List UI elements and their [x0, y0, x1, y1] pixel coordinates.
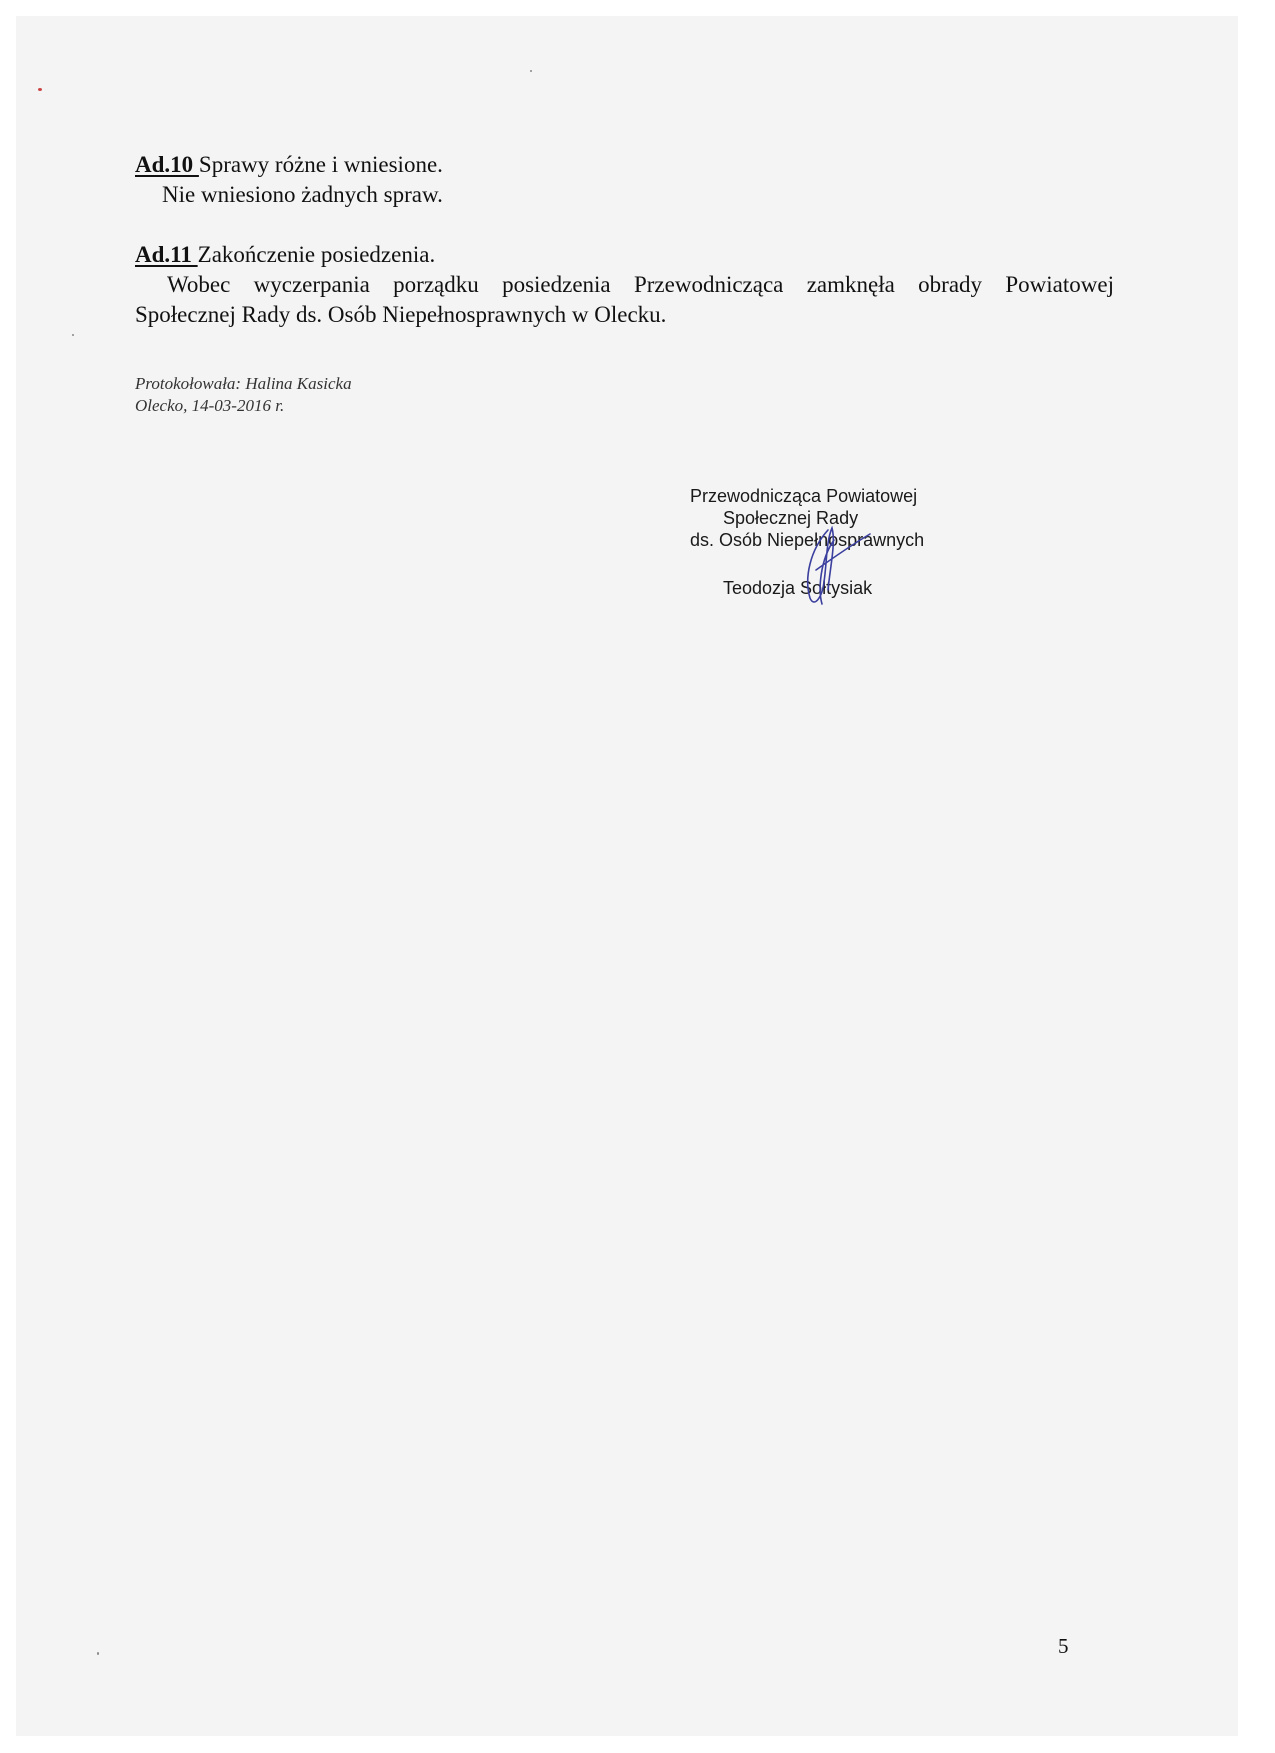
justified-word: Przewodnicząca: [633, 272, 784, 297]
signature-title-line2: Społecznej Rady: [723, 508, 859, 528]
justified-word: wyczerpania: [253, 272, 370, 297]
section-ad11-title-line: [135, 240, 1145, 270]
scan-speck: [38, 88, 42, 91]
section-ad11-heading: Ad.11: [135, 242, 198, 267]
section-ad11-body-line2: Społecznej Rady ds. Osób Niepełnosprawnych w Olecku.: [135, 302, 667, 327]
justified-word: posiedzenia: [502, 272, 611, 297]
section-ad10: [135, 150, 443, 210]
place-date: Olecko, 14-03-2016 r.: [135, 396, 285, 415]
section-ad10-title-line: [135, 150, 443, 180]
section-ad10-heading: Ad.10: [135, 152, 199, 177]
section-ad11: [135, 240, 1145, 330]
justified-word: porządku: [393, 272, 479, 297]
section-ad10-title: Sprawy różne i wniesione.: [198, 152, 443, 177]
section-ad10-body: Nie wniesiono żadnych spraw.: [162, 182, 443, 207]
signature-title-line1: Przewodnicząca Powiatowej: [690, 486, 918, 506]
signature-block: [690, 485, 924, 599]
section-ad11-body-line1: [167, 270, 1114, 300]
signature-title-line3: ds. Osób Niepełnosprawnych: [690, 530, 925, 550]
justified-word: Wobec: [167, 272, 231, 297]
recorded-by: Protokołowała: Halina Kasicka: [135, 374, 352, 393]
justified-word: zamknęła: [806, 272, 895, 297]
page-number: 5: [1058, 1634, 1069, 1658]
justified-word: Powiatowej: [1005, 272, 1114, 297]
scan-speck: [530, 70, 532, 72]
section-ad11-title: Zakończenie posiedzenia.: [197, 242, 436, 267]
signature-name: Teodozja Sołtysiak: [723, 578, 873, 598]
justified-word: obrady: [918, 272, 983, 297]
scan-speck: [72, 334, 74, 336]
scan-speck: [97, 1652, 99, 1655]
